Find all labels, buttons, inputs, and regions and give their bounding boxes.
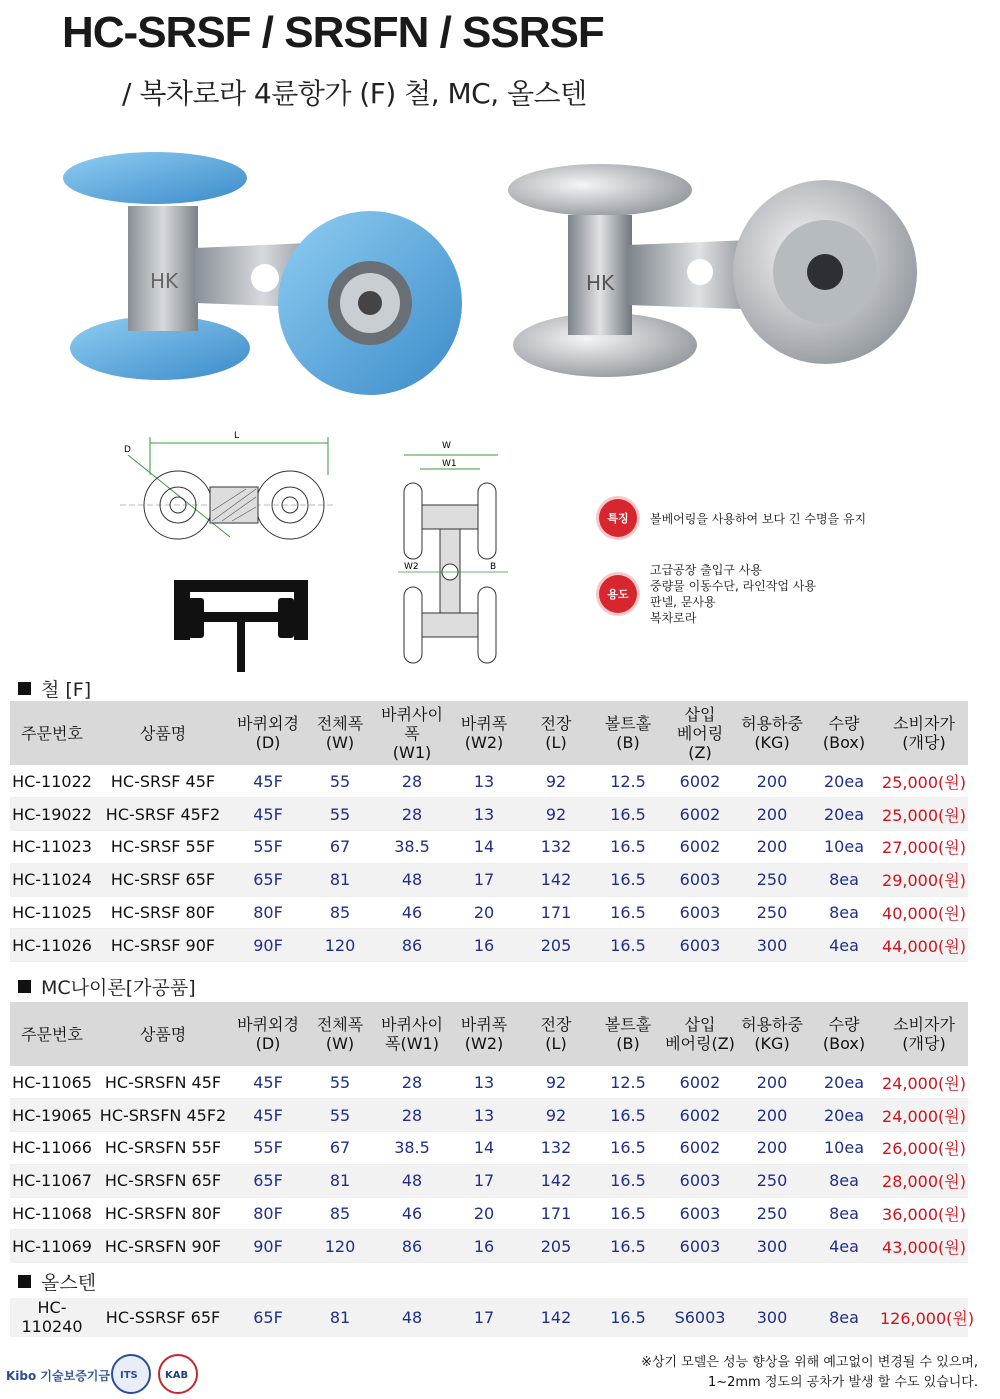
cell-inner-width: 46 — [376, 896, 448, 929]
cell-wheel-dia: 65F — [232, 1298, 304, 1337]
cell-wheel-dia: 65F — [232, 863, 304, 896]
cell-wheel-width: 13 — [448, 798, 520, 831]
cell-total-width: 67 — [304, 831, 376, 864]
stainless-spec-table — [10, 1298, 975, 1337]
table-row — [10, 1197, 968, 1230]
cell-wheel-width: 17 — [448, 863, 520, 896]
cell-box-qty: 4ea — [808, 1230, 880, 1263]
header-text: 바퀴폭 — [460, 1015, 508, 1034]
col-header-bolt-hole — [592, 701, 664, 765]
col-header-load — [736, 701, 808, 765]
cell-price: 24,000(원) — [880, 1099, 968, 1132]
page-title: HC-SRSF / SRSFN / SSRSF — [62, 8, 604, 57]
cell-load: 200 — [736, 1066, 808, 1099]
cell-bearing: S6003 — [664, 1298, 736, 1337]
header-text: 상품명 — [139, 1024, 187, 1044]
cell-box-qty: 20ea — [808, 1066, 880, 1099]
table-header-row — [10, 1002, 968, 1066]
cell-load: 200 — [736, 798, 808, 831]
col-header-order-no — [10, 701, 94, 765]
cell-total-width: 55 — [304, 765, 376, 798]
col-header-wheel-dia — [232, 701, 304, 765]
feature-badge: 특징 — [599, 499, 637, 537]
header-text: 허용하중 — [741, 714, 803, 733]
cell-order-no: HC-11026 — [10, 929, 94, 962]
cell-load: 200 — [736, 1132, 808, 1165]
cell-load: 300 — [736, 1230, 808, 1263]
cell-inner-width: 28 — [376, 1099, 448, 1132]
kab-logo: KAB — [165, 1370, 189, 1381]
header-text: 전장 — [540, 1015, 572, 1034]
mc-nylon-spec-table — [10, 1002, 968, 1263]
certification-logos — [6, 1350, 206, 1399]
cell-order-no: HC-11065 — [10, 1066, 94, 1099]
cell-inner-width: 48 — [376, 863, 448, 896]
col-header-product-name — [94, 1002, 232, 1066]
cell-price: 27,000(원) — [880, 831, 968, 864]
cell-bearing: 6003 — [664, 896, 736, 929]
cell-length: 92 — [520, 798, 592, 831]
label-L: L — [234, 431, 240, 441]
col-header-wheel-width — [448, 701, 520, 765]
cell-wheel-width: 17 — [448, 1164, 520, 1197]
cell-wheel-dia: 45F — [232, 798, 304, 831]
header-text: (개당) — [902, 1034, 946, 1053]
cell-order-no: HC-11022 — [10, 765, 94, 798]
cell-bearing: 6003 — [664, 1164, 736, 1197]
blue-wheel-product-image — [60, 148, 470, 398]
cell-wheel-dia: 80F — [232, 1197, 304, 1230]
col-header-wheel-width — [448, 1002, 520, 1066]
label-D: D — [124, 445, 131, 455]
cell-wheel-width: 16 — [448, 1230, 520, 1263]
cell-price: 44,000(원) — [880, 929, 968, 962]
cell-bolt-hole: 16.5 — [592, 929, 664, 962]
cell-bearing: 6002 — [664, 1099, 736, 1132]
cell-wheel-width: 17 — [448, 1298, 520, 1337]
header-text: (W) — [325, 1034, 355, 1053]
cell-order-no: HC-11068 — [10, 1197, 94, 1230]
cell-bearing: 6003 — [664, 1197, 736, 1230]
footer-note — [641, 1353, 978, 1393]
cell-box-qty: 20ea — [808, 1099, 880, 1132]
cell-box-qty: 20ea — [808, 798, 880, 831]
cell-product-name: HC-SRSFN 55F — [94, 1132, 232, 1165]
svg-text:HK: HK — [150, 269, 179, 293]
header-text: 허용하중 — [741, 1015, 803, 1034]
cell-load: 300 — [736, 929, 808, 962]
header-text: (W2) — [464, 733, 504, 752]
cell-box-qty: 8ea — [808, 863, 880, 896]
cell-inner-width: 38.5 — [376, 831, 448, 864]
cell-box-qty: 20ea — [808, 765, 880, 798]
cell-price: 126,000(원) — [880, 1298, 968, 1337]
header-text: (W) — [325, 733, 355, 752]
cell-total-width: 120 — [304, 929, 376, 962]
header-text: 주문번호 — [21, 1024, 83, 1044]
table-row — [10, 1132, 968, 1165]
table-row — [10, 1164, 968, 1197]
cell-wheel-dia: 80F — [232, 896, 304, 929]
table-row — [10, 765, 968, 798]
header-text: (D) — [255, 1034, 281, 1053]
cell-total-width: 55 — [304, 1066, 376, 1099]
header-text: 주문번호 — [21, 723, 83, 743]
cell-inner-width: 48 — [376, 1164, 448, 1197]
cell-load: 250 — [736, 896, 808, 929]
cell-load: 250 — [736, 863, 808, 896]
col-header-box-qty — [808, 1002, 880, 1066]
cell-price: 28,000(원) — [880, 1164, 968, 1197]
header-text: 폭 — [404, 723, 420, 743]
cell-product-name: HC-SRSF 55F — [94, 831, 232, 864]
label-W2: W2 — [404, 562, 419, 572]
footer-note-line2: 1~2mm 정도의 공차가 발생 할 수도 있습니다. — [707, 1375, 978, 1390]
cell-load: 300 — [736, 1298, 808, 1337]
svg-text:HK: HK — [586, 271, 615, 295]
cell-order-no: HC-11069 — [10, 1230, 94, 1263]
side-view-drawing — [398, 435, 528, 670]
header-text: 바퀴폭 — [460, 714, 508, 733]
header-text: (KG) — [754, 733, 790, 752]
cell-wheel-width: 14 — [448, 831, 520, 864]
cell-order-no: HC-110240 — [10, 1298, 94, 1337]
header-text: 소비자가 — [893, 714, 955, 733]
cell-product-name: HC-SRSFN 90F — [94, 1230, 232, 1263]
cell-price: 43,000(원) — [880, 1230, 968, 1263]
col-header-box-qty — [808, 701, 880, 765]
header-text: 상품명 — [139, 723, 187, 743]
header-text: (Box) — [822, 1034, 866, 1053]
cell-wheel-dia: 90F — [232, 1230, 304, 1263]
cell-bolt-hole: 16.5 — [592, 1298, 664, 1337]
cell-order-no: HC-11067 — [10, 1164, 94, 1197]
cell-wheel-width: 13 — [448, 1066, 520, 1099]
kibo-logo: Kibo 기술보증기금 — [6, 1369, 110, 1383]
col-header-price — [880, 701, 968, 765]
header-text: 삽입 — [684, 704, 716, 724]
cell-product-name: HC-SRSF 45F2 — [94, 798, 232, 831]
cell-price: 29,000(원) — [880, 863, 968, 896]
cell-wheel-width: 20 — [448, 896, 520, 929]
cell-wheel-dia: 55F — [232, 1132, 304, 1165]
cell-box-qty: 8ea — [808, 1197, 880, 1230]
cell-bolt-hole: 12.5 — [592, 1066, 664, 1099]
col-header-load — [736, 1002, 808, 1066]
cell-product-name: HC-SRSF 90F — [94, 929, 232, 962]
header-text: 전체폭 — [316, 1015, 364, 1034]
cell-inner-width: 28 — [376, 1066, 448, 1099]
table-row — [10, 1099, 968, 1132]
usage-badge: 용도 — [599, 575, 637, 613]
usage-line: 판넬, 문사용 — [650, 595, 716, 609]
table-row — [10, 1230, 968, 1263]
section-label-stainless: 올스텐 — [18, 1268, 96, 1295]
header-text: (B) — [616, 733, 640, 752]
header-text: (Box) — [822, 733, 866, 752]
cell-product-name: HC-SRSFN 65F — [94, 1164, 232, 1197]
cell-product-name: HC-SRSF 65F — [94, 863, 232, 896]
col-header-order-no — [10, 1002, 94, 1066]
cell-length: 142 — [520, 863, 592, 896]
col-header-bolt-hole — [592, 1002, 664, 1066]
usage-line: 복차로라 — [650, 611, 697, 625]
cell-box-qty: 10ea — [808, 831, 880, 864]
table-row — [10, 896, 968, 929]
steel-wheel-product-image — [500, 160, 930, 390]
cell-length: 205 — [520, 929, 592, 962]
cell-bolt-hole: 16.5 — [592, 1164, 664, 1197]
usage-line: 고급공장 출입구 사용 — [650, 563, 762, 577]
cell-wheel-dia: 45F — [232, 765, 304, 798]
cell-order-no: HC-19065 — [10, 1099, 94, 1132]
col-header-price — [880, 1002, 968, 1066]
cell-bolt-hole: 12.5 — [592, 765, 664, 798]
table-row — [10, 798, 968, 831]
cell-wheel-dia: 45F — [232, 1066, 304, 1099]
header-text: 수량 — [828, 714, 860, 733]
table-row — [10, 831, 968, 864]
cell-wheel-dia: 90F — [232, 929, 304, 962]
header-text: 베어링(Z) — [665, 1034, 735, 1053]
cell-bearing: 6003 — [664, 863, 736, 896]
cell-product-name: HC-SRSF 80F — [94, 896, 232, 929]
cell-wheel-width: 13 — [448, 1099, 520, 1132]
header-text: (L) — [545, 733, 567, 752]
footer-note-line1: ※상기 모델은 성능 향상을 위해 예고없이 변경될 수 있으며, — [641, 1355, 978, 1370]
cell-order-no: HC-11023 — [10, 831, 94, 864]
header-text: 소비자가 — [893, 1015, 955, 1034]
cell-wheel-width: 14 — [448, 1132, 520, 1165]
header-text: (L) — [545, 1034, 567, 1053]
cell-inner-width: 28 — [376, 765, 448, 798]
cell-price: 40,000(원) — [880, 896, 968, 929]
col-header-inner-width — [376, 701, 448, 765]
cell-bearing: 6002 — [664, 831, 736, 864]
its-logo: ITS — [120, 1370, 138, 1381]
header-text: (W2) — [464, 1034, 504, 1053]
steel-spec-table — [10, 701, 968, 962]
cell-inner-width: 38.5 — [376, 1132, 448, 1165]
cell-bearing: 6002 — [664, 765, 736, 798]
header-text: 수량 — [828, 1015, 860, 1034]
cell-price: 36,000(원) — [880, 1197, 968, 1230]
cell-product-name: HC-SRSFN 45F — [94, 1066, 232, 1099]
cell-product-name: HC-SRSFN 80F — [94, 1197, 232, 1230]
cell-product-name: HC-SRSF 45F — [94, 765, 232, 798]
header-text: 바퀴외경 — [237, 714, 299, 733]
cell-bolt-hole: 16.5 — [592, 798, 664, 831]
cell-box-qty: 8ea — [808, 896, 880, 929]
cell-price: 24,000(원) — [880, 1066, 968, 1099]
cell-box-qty: 4ea — [808, 929, 880, 962]
cell-product-name: HC-SRSFN 45F2 — [94, 1099, 232, 1132]
cell-price: 25,000(원) — [880, 765, 968, 798]
header-text: (Z) — [688, 742, 712, 762]
cell-price: 25,000(원) — [880, 798, 968, 831]
cell-box-qty: 8ea — [808, 1164, 880, 1197]
cell-order-no: HC-11025 — [10, 896, 94, 929]
cell-wheel-dia: 55F — [232, 831, 304, 864]
header-text: 바퀴외경 — [237, 1015, 299, 1034]
cell-bearing: 6002 — [664, 798, 736, 831]
header-text: 베어링 — [676, 723, 724, 743]
header-text: 바퀴사이 — [381, 704, 443, 724]
cell-length: 171 — [520, 1197, 592, 1230]
cell-total-width: 120 — [304, 1230, 376, 1263]
col-header-bearing — [664, 1002, 736, 1066]
cell-length: 142 — [520, 1298, 592, 1337]
cell-bolt-hole: 16.5 — [592, 1132, 664, 1165]
col-header-inner-width — [376, 1002, 448, 1066]
cell-wheel-dia: 45F — [232, 1099, 304, 1132]
cell-wheel-dia: 65F — [232, 1164, 304, 1197]
col-header-total-width — [304, 1002, 376, 1066]
col-header-wheel-dia — [232, 1002, 304, 1066]
section-label-steel: 철 [F] — [18, 675, 91, 702]
cell-total-width: 55 — [304, 798, 376, 831]
cell-length: 132 — [520, 831, 592, 864]
feature-text: 볼베어링을 사용하여 보다 긴 수명을 유지 — [650, 512, 867, 526]
cell-length: 132 — [520, 1132, 592, 1165]
header-text: (KG) — [754, 1034, 790, 1053]
rail-profile-drawing — [170, 572, 315, 677]
top-view-drawing — [110, 425, 340, 555]
cell-wheel-width: 13 — [448, 765, 520, 798]
cell-price: 26,000(원) — [880, 1132, 968, 1165]
cell-order-no: HC-11024 — [10, 863, 94, 896]
cell-wheel-width: 16 — [448, 929, 520, 962]
cell-box-qty: 8ea — [808, 1298, 880, 1337]
col-header-length — [520, 701, 592, 765]
col-header-product-name — [94, 701, 232, 765]
cell-box-qty: 10ea — [808, 1132, 880, 1165]
table-row — [10, 1298, 968, 1337]
col-header-length — [520, 1002, 592, 1066]
cell-length: 92 — [520, 765, 592, 798]
cell-length: 92 — [520, 1066, 592, 1099]
usage-line: 중량물 이동수단, 라인작업 사용 — [650, 579, 816, 593]
col-header-total-width — [304, 701, 376, 765]
cell-inner-width: 48 — [376, 1298, 448, 1337]
header-text: 볼트홀 — [604, 714, 652, 733]
table-row — [10, 1066, 968, 1099]
cell-load: 200 — [736, 765, 808, 798]
cell-load: 200 — [736, 1099, 808, 1132]
header-text: (W1) — [392, 742, 432, 762]
cell-bolt-hole: 16.5 — [592, 863, 664, 896]
cell-bolt-hole: 16.5 — [592, 896, 664, 929]
cell-total-width: 85 — [304, 1197, 376, 1230]
cell-load: 200 — [736, 831, 808, 864]
cell-inner-width: 28 — [376, 798, 448, 831]
cell-order-no: HC-11066 — [10, 1132, 94, 1165]
cell-inner-width: 46 — [376, 1197, 448, 1230]
cell-total-width: 85 — [304, 896, 376, 929]
cell-bolt-hole: 16.5 — [592, 1197, 664, 1230]
cell-inner-width: 86 — [376, 929, 448, 962]
cell-total-width: 81 — [304, 1298, 376, 1337]
cell-total-width: 81 — [304, 1164, 376, 1197]
cell-total-width: 55 — [304, 1099, 376, 1132]
header-text: (B) — [616, 1034, 640, 1053]
col-header-bearing — [664, 701, 736, 765]
header-text: 폭(W1) — [385, 1034, 439, 1053]
usage-list — [650, 562, 816, 626]
logo-group — [6, 1350, 206, 1395]
header-text: (D) — [255, 733, 281, 752]
header-text: (개당) — [902, 733, 946, 752]
cell-bearing: 6002 — [664, 1132, 736, 1165]
cell-product-name: HC-SSRSF 65F — [94, 1298, 232, 1337]
cell-inner-width: 86 — [376, 1230, 448, 1263]
cell-bolt-hole: 16.5 — [592, 831, 664, 864]
cell-bearing: 6003 — [664, 929, 736, 962]
cell-bearing: 6002 — [664, 1066, 736, 1099]
label-B: B — [490, 562, 497, 572]
header-text: 볼트홀 — [604, 1015, 652, 1034]
cell-length: 205 — [520, 1230, 592, 1263]
section-label-mc-nylon: MC나이론[가공품] — [18, 973, 196, 1000]
label-W: W — [442, 441, 451, 451]
cell-bearing: 6003 — [664, 1230, 736, 1263]
cell-bolt-hole: 16.5 — [592, 1099, 664, 1132]
cell-wheel-width: 20 — [448, 1197, 520, 1230]
cell-length: 171 — [520, 896, 592, 929]
cell-length: 142 — [520, 1164, 592, 1197]
page-subtitle: / 복차로라 4륜항가 (F) 철, MC, 올스텐 — [122, 77, 587, 110]
cell-bolt-hole: 16.5 — [592, 1230, 664, 1263]
header-text: 삽입 — [684, 1015, 716, 1034]
cell-load: 250 — [736, 1197, 808, 1230]
header-text: 바퀴사이 — [381, 1015, 443, 1034]
header-text: 전장 — [540, 714, 572, 733]
table-row — [10, 929, 968, 962]
cell-total-width: 81 — [304, 863, 376, 896]
table-header-row — [10, 701, 968, 765]
table-row — [10, 863, 968, 896]
label-W1: W1 — [442, 459, 457, 469]
cell-length: 92 — [520, 1099, 592, 1132]
cell-order-no: HC-19022 — [10, 798, 94, 831]
cell-load: 250 — [736, 1164, 808, 1197]
cell-total-width: 67 — [304, 1132, 376, 1165]
header-text: 전체폭 — [316, 714, 364, 733]
